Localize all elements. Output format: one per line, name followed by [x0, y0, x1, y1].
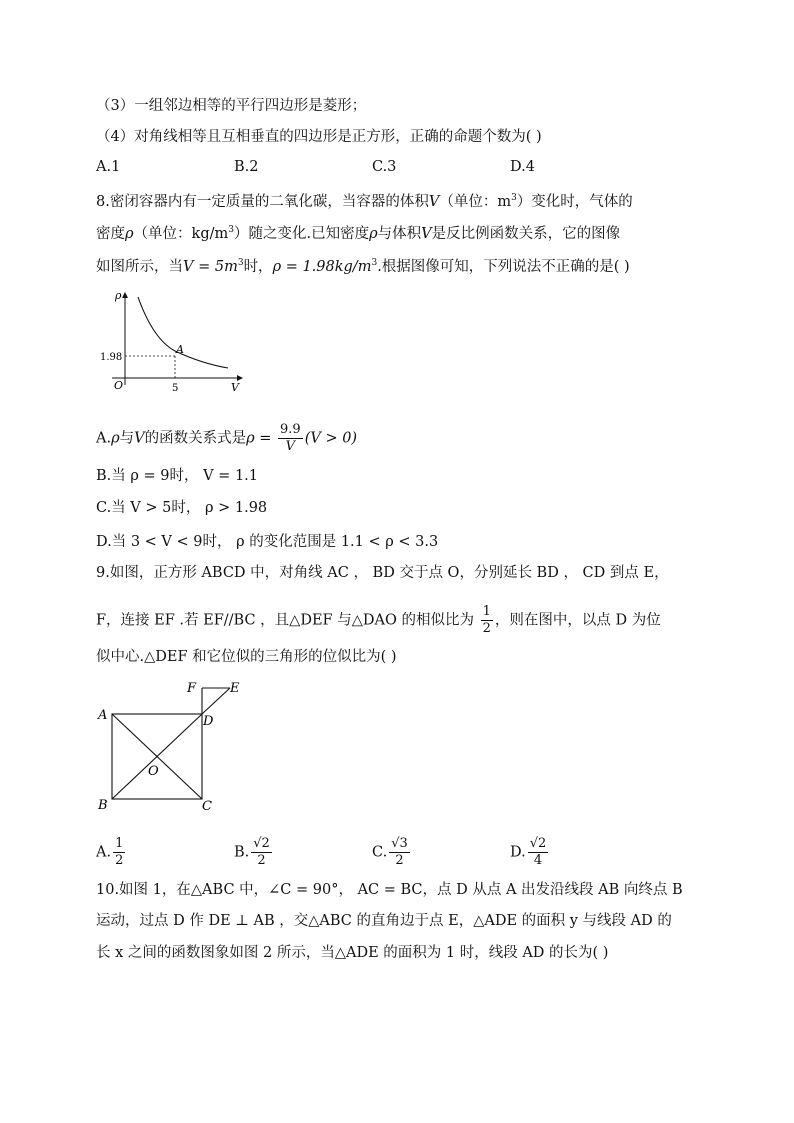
q9-label-e: E — [230, 681, 240, 696]
q9-stem-line-2: F，连接 EF .若 EF//BC ，且△DEF 与△DAO 的相似比为 $\frac{1}{2}$ ，则在图中，以点 D 为位 — [96, 604, 661, 636]
q8-option-a: A.ρ与V的函数关系式是ρ = $\frac{9.9}{V}$ (V > 0) — [96, 422, 358, 454]
q8-option-c: C.当 V > 5时， ρ > 1.98 — [96, 500, 268, 516]
q9-square-figure — [92, 676, 252, 818]
q10-stem-line-1: 10.如图 1，在△ABC 中，∠C = 90°， AC = BC，点 D 从点 A 出发沿线段 AB 向终点 B — [96, 882, 683, 898]
q7-option-d: D.4 — [510, 159, 535, 175]
q8-x-tick: 5 — [172, 383, 179, 394]
q9-option-c: C. $\frac{√3}{2}$ — [372, 836, 408, 868]
q8-stem-line-1: 8.密闭容器内有一定质量的二氧化碳，当容器的体积V（单位：$m^3$）变化时，气体的 — [96, 193, 633, 210]
q9-label-d: D — [203, 714, 214, 729]
q9-option-d: D. $\frac{√2}{4}$ — [510, 836, 547, 868]
q8-inverse-graph — [100, 285, 250, 395]
q8-point-a-label: A — [176, 343, 184, 356]
q8-option-a-fraction: $\frac{9.9}{V}$ — [280, 422, 301, 454]
q9-label-f: F — [187, 681, 197, 696]
q9-stem-line-3: 似中心.△DEF 和它位似的三角形的位似比为( ) — [96, 649, 397, 665]
q9-stem-line-1: 9.如图，正方形 ABCD 中，对角线 AC ， BD 交于点 O，分别延长 BD ， CD 到点 E， — [96, 565, 669, 581]
q8-option-d: D.当 3 < V < 9时， ρ 的变化范围是 1.1 < ρ < 3.3 — [96, 534, 439, 550]
q10-stem-line-2: 运动，过点 D 作 DE ⊥ AB ，交△ABC 的直角边于点 E，△ADE 的面积 y 与线段 AD 的 — [96, 913, 672, 929]
q8-stem-line-3: 如图所示，当$V = 5m^3$时，$\rho = 1.98kg/m^3$.根据图像可知，下列说法不正确的是( ) — [96, 258, 630, 275]
q9-ratio-fraction: $\frac{1}{2}$ — [482, 604, 491, 636]
q7-option-b: B.2 — [234, 159, 259, 175]
q8-origin-label: O — [114, 379, 124, 392]
q9-option-a: A. $\frac{1}{2}$ — [96, 836, 124, 868]
q7-option-c: C.3 — [372, 159, 397, 175]
q8-y-tick: 1.98 — [100, 352, 123, 363]
q9-label-b: B — [98, 798, 108, 813]
q8-curve — [138, 297, 228, 368]
q9-label-o: O — [148, 764, 159, 779]
q8-option-b: B.当 ρ = 9时， V = 1.1 — [96, 468, 258, 484]
q9-label-c: C — [202, 799, 212, 814]
q8-x-label: V — [231, 381, 239, 394]
q8-stem-line-2: 密度ρ（单位：$kg/m^3$）随之变化.已知密度ρ与体积V是反比例函数关系，它的图像 — [96, 225, 621, 242]
q9-label-a: A — [98, 708, 108, 723]
q7-option-a: A.1 — [96, 159, 121, 175]
q10-stem-line-3: 长 x 之间的函数图象如图 2 所示，当△ADE 的面积为 1 时，线段 AD 的长为( ) — [96, 945, 609, 961]
q9-option-b: B. $\frac{√2}{2}$ — [234, 836, 270, 868]
q8-y-label: ρ — [115, 289, 122, 302]
q7-item-4: （4）对角线相等且互相垂直的四边形是正方形，正确的命题个数为( ) — [96, 129, 542, 145]
q7-item-3: （3）一组邻边相等的平行四边形是菱形； — [96, 98, 367, 114]
q9-segment-de — [202, 688, 230, 714]
